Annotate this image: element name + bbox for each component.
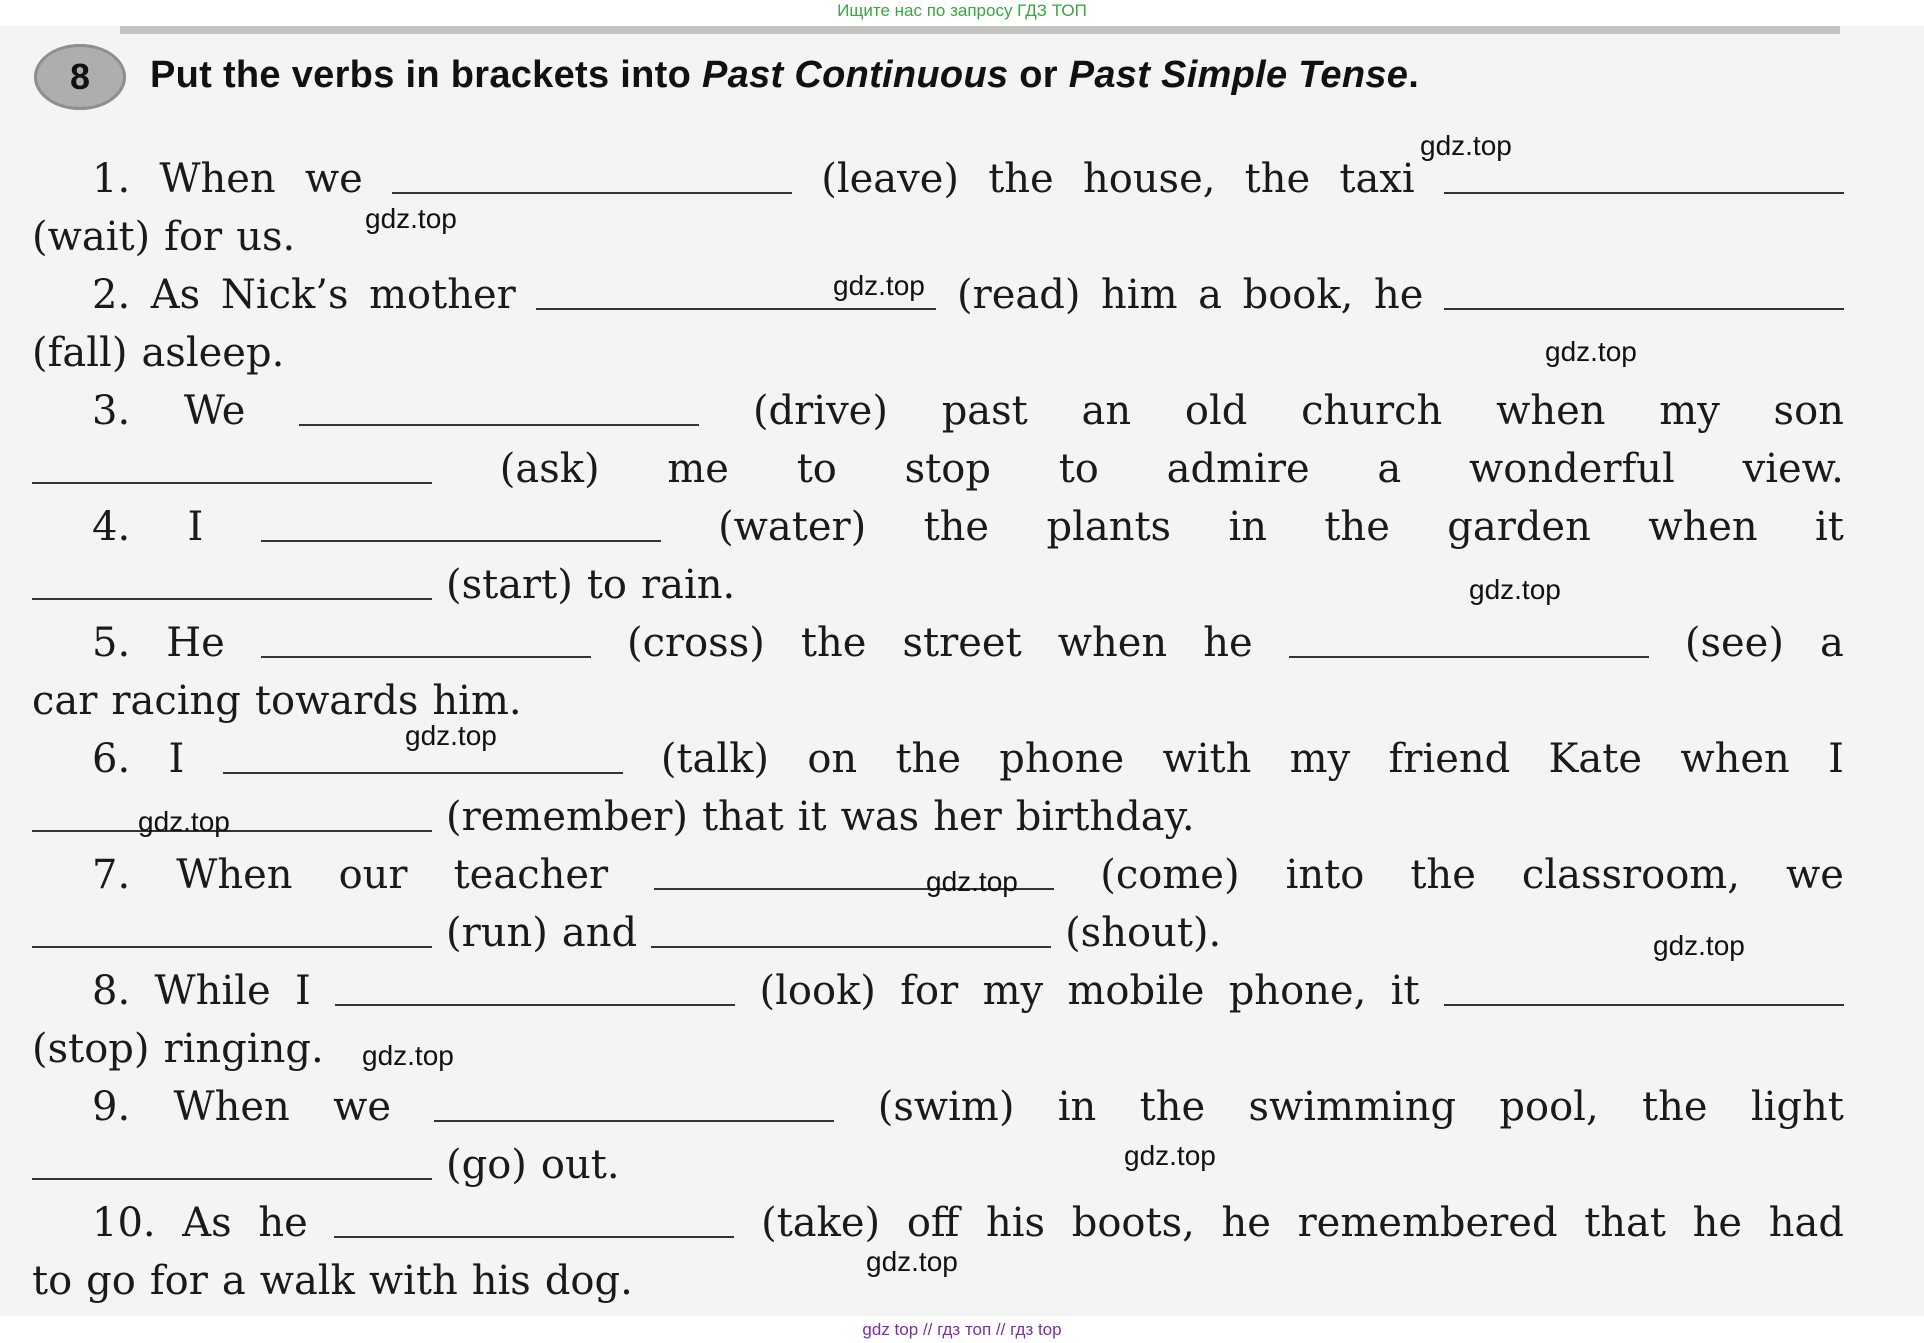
instruction-suffix: .: [1408, 54, 1420, 96]
watermark: gdz.top: [1420, 130, 1512, 161]
line-word: I: [168, 736, 185, 782]
line-word: (cross): [626, 620, 765, 666]
line-word: my: [982, 968, 1044, 1014]
watermark: gdz.top: [1124, 1140, 1216, 1171]
line-word: he: [1203, 620, 1253, 666]
line-word: ringing.: [163, 1026, 324, 1072]
line-word: We: [183, 388, 246, 434]
exercise-line: [32, 726, 1844, 782]
line-word: the: [923, 504, 990, 550]
answer-blank[interactable]: [651, 906, 1051, 948]
line-word: it: [1390, 968, 1420, 1014]
line-word: the: [1244, 156, 1311, 202]
line-word: into: [1285, 852, 1365, 898]
line-word: mother: [369, 272, 516, 318]
line-word: walk: [259, 1258, 355, 1304]
line-word: the: [895, 736, 961, 782]
line-word: racing: [111, 678, 241, 724]
line-word: 10.: [92, 1200, 156, 1246]
instruction-prefix: Put the verbs in brackets into: [150, 54, 702, 96]
line-word: old: [1184, 388, 1248, 434]
exercise-line: [32, 668, 1844, 724]
line-word: a: [221, 1258, 246, 1304]
line-word: As: [150, 272, 201, 318]
line-word: He: [166, 620, 225, 666]
line-word: church: [1301, 388, 1443, 434]
line-word: garden: [1447, 504, 1591, 550]
exercise-line: [32, 378, 1844, 434]
exercise-line: [32, 1132, 1844, 1188]
line-word: 5.: [92, 620, 131, 666]
line-word: When: [173, 1084, 290, 1130]
line-word: 1.: [92, 156, 131, 202]
line-word: (go): [446, 1142, 527, 1188]
answer-blank[interactable]: [1444, 964, 1844, 1006]
exercise-line: [32, 1190, 1844, 1246]
exercise-line: [32, 552, 1844, 608]
line-word: I: [295, 968, 311, 1014]
exercise-instruction: [150, 54, 1419, 97]
line-word: asleep.: [141, 330, 285, 376]
line-word: we: [333, 1084, 392, 1130]
line-word: that: [1584, 1200, 1666, 1246]
line-word: (swim): [877, 1084, 1015, 1130]
line-word: the: [1324, 504, 1390, 550]
answer-blank[interactable]: [1444, 268, 1844, 310]
exercise-line: [32, 146, 1844, 202]
line-word: boots,: [1071, 1200, 1195, 1246]
line-word: 9.: [92, 1084, 131, 1130]
line-word: for: [900, 968, 959, 1014]
line-word: her: [933, 794, 1002, 840]
footer-links[interactable]: gdz top // гдз топ // гдз top: [0, 1316, 1924, 1343]
line-word: (read): [956, 272, 1081, 318]
line-word: pool,: [1499, 1084, 1599, 1130]
line-word: to: [586, 562, 628, 608]
watermark: gdz.top: [405, 720, 497, 751]
exercise-line: [32, 610, 1844, 666]
watermark: gdz.top: [1545, 336, 1637, 367]
line-word: we: [1786, 852, 1844, 898]
line-word: off: [906, 1200, 960, 1246]
line-word: when: [1648, 504, 1758, 550]
exercise-line: [32, 958, 1844, 1014]
line-word: (run): [446, 910, 548, 956]
exercise-line: [32, 204, 1844, 260]
line-word: his: [985, 1200, 1046, 1246]
watermark: gdz.top: [1469, 574, 1561, 605]
line-word: 7.: [92, 852, 131, 898]
line-word: view.: [1742, 446, 1844, 492]
line-word: (shout).: [1065, 910, 1222, 956]
line-word: remembered: [1297, 1200, 1558, 1246]
line-word: friend: [1388, 736, 1511, 782]
answer-blank[interactable]: [1289, 616, 1649, 658]
line-word: he: [1221, 1200, 1271, 1246]
line-word: wonderful: [1469, 446, 1675, 492]
answer-blank[interactable]: [32, 790, 432, 832]
line-word: son: [1773, 388, 1844, 434]
line-word: an: [1081, 388, 1132, 434]
line-word: he: [1373, 272, 1424, 318]
answer-blank[interactable]: [299, 384, 699, 426]
line-word: with: [368, 1258, 458, 1304]
line-word: (wait): [32, 214, 151, 260]
line-word: my: [1659, 388, 1720, 434]
watermark: gdz.top: [926, 866, 1018, 897]
line-word: my: [1289, 736, 1351, 782]
answer-blank[interactable]: [334, 1196, 734, 1238]
answer-blank[interactable]: [32, 906, 432, 948]
line-word: (fall): [32, 330, 128, 376]
exercise-line: [32, 900, 1844, 956]
line-word: birthday.: [1015, 794, 1195, 840]
line-word: rain.: [641, 562, 736, 608]
line-word: When: [159, 156, 276, 202]
line-word: it: [797, 794, 827, 840]
line-word: teacher: [453, 852, 609, 898]
exercise-line: [32, 784, 1844, 840]
line-word: our: [338, 852, 408, 898]
line-word: on: [807, 736, 858, 782]
line-word: stop: [904, 446, 991, 492]
line-word: past: [941, 388, 1028, 434]
line-word: the: [1410, 852, 1476, 898]
line-word: (come): [1100, 852, 1240, 898]
line-word: a: [1377, 446, 1402, 492]
line-word: in: [1057, 1084, 1097, 1130]
line-word: phone,: [1228, 968, 1367, 1014]
line-word: (look): [759, 968, 876, 1014]
exercise-number-badge: 8: [34, 44, 126, 110]
line-word: when: [1057, 620, 1168, 666]
line-word: While: [154, 968, 271, 1014]
line-word: (stop): [32, 1026, 150, 1072]
line-word: me: [667, 446, 729, 492]
line-word: 3.: [92, 388, 131, 434]
line-word: As: [182, 1200, 232, 1246]
line-word: with: [1162, 736, 1252, 782]
page-top-band: [120, 26, 1840, 34]
textbook-page: [0, 26, 1924, 1316]
exercise-line: [32, 1016, 1844, 1072]
line-word: 4.: [92, 504, 131, 550]
line-word: (start): [446, 562, 573, 608]
answer-blank[interactable]: [261, 616, 591, 658]
line-word: (see): [1684, 620, 1784, 666]
answer-blank[interactable]: [261, 500, 661, 542]
line-word: had: [1768, 1200, 1844, 1246]
line-word: in: [1228, 504, 1267, 550]
line-word: was: [840, 794, 920, 840]
instruction-tense-2: Past Simple Tense: [1068, 54, 1409, 96]
line-word: admire: [1166, 446, 1310, 492]
line-word: him: [1101, 272, 1178, 318]
instruction-middle: or: [1008, 54, 1069, 96]
line-word: (ask): [499, 446, 600, 492]
answer-blank[interactable]: [434, 1080, 834, 1122]
line-word: 6.: [92, 736, 131, 782]
answer-blank[interactable]: [32, 558, 432, 600]
line-word: us.: [236, 214, 296, 260]
line-word: towards: [254, 678, 419, 724]
line-word: 8.: [92, 968, 131, 1014]
line-word: his: [471, 1258, 531, 1304]
line-word: classroom,: [1521, 852, 1740, 898]
line-word: when: [1680, 736, 1790, 782]
line-word: go: [86, 1258, 136, 1304]
top-banner[interactable]: Ищите нас по запросу ГДЗ ТОП: [837, 1, 1087, 20]
line-word: to: [1058, 446, 1099, 492]
line-word: when: [1496, 388, 1606, 434]
line-word: (remember): [446, 794, 688, 840]
line-word: Kate: [1548, 736, 1643, 782]
line-word: house,: [1082, 156, 1216, 202]
line-word: out.: [540, 1142, 620, 1188]
watermark: gdz.top: [833, 270, 925, 301]
line-word: dog.: [544, 1258, 633, 1304]
answer-blank[interactable]: [335, 964, 735, 1006]
line-word: mobile: [1067, 968, 1205, 1014]
answer-blank[interactable]: [32, 442, 432, 484]
line-word: street: [902, 620, 1022, 666]
line-word: a: [1820, 620, 1844, 666]
line-word: he: [258, 1200, 308, 1246]
line-word: When: [176, 852, 293, 898]
line-word: car: [32, 678, 98, 724]
exercise-line: [32, 262, 1844, 318]
line-word: light: [1750, 1084, 1844, 1130]
exercise-line: [32, 494, 1844, 550]
instruction-tense-1: Past Continuous: [702, 54, 1009, 96]
line-word: 2.: [92, 272, 131, 318]
line-word: to: [32, 1258, 73, 1304]
line-word: we: [304, 156, 363, 202]
line-word: I: [187, 504, 204, 550]
line-word: plants: [1046, 504, 1172, 550]
line-word: a: [1198, 272, 1222, 318]
line-word: (take): [761, 1200, 881, 1246]
line-word: it: [1815, 504, 1844, 550]
line-word: the: [1642, 1084, 1708, 1130]
line-word: the: [988, 156, 1054, 202]
line-word: for: [164, 214, 223, 260]
line-word: he: [1692, 1200, 1743, 1246]
line-word: the: [800, 620, 867, 666]
line-word: swimming: [1248, 1084, 1457, 1130]
exercise-line: [32, 436, 1844, 492]
line-word: to: [796, 446, 837, 492]
line-word: and: [561, 910, 638, 956]
line-word: him.: [432, 678, 522, 724]
watermark: gdz.top: [866, 1246, 958, 1277]
line-word: (talk): [660, 736, 770, 782]
answer-blank[interactable]: [392, 152, 792, 194]
watermark: gdz.top: [1653, 930, 1745, 961]
line-word: book,: [1242, 272, 1354, 318]
watermark: gdz.top: [138, 806, 230, 837]
line-word: phone: [999, 736, 1125, 782]
line-word: that: [701, 794, 784, 840]
line-word: (drive): [752, 388, 888, 434]
line-word: taxi: [1339, 156, 1415, 202]
line-word: (water): [718, 504, 867, 550]
line-word: the: [1139, 1084, 1206, 1130]
watermark: gdz.top: [362, 1040, 454, 1071]
line-word: (leave): [821, 156, 960, 202]
line-word: for: [149, 1258, 208, 1304]
watermark: gdz.top: [365, 203, 457, 234]
answer-blank[interactable]: [32, 1138, 432, 1180]
line-word: Nick’s: [220, 272, 349, 318]
line-word: I: [1828, 736, 1844, 782]
exercise-line: [32, 1074, 1844, 1130]
